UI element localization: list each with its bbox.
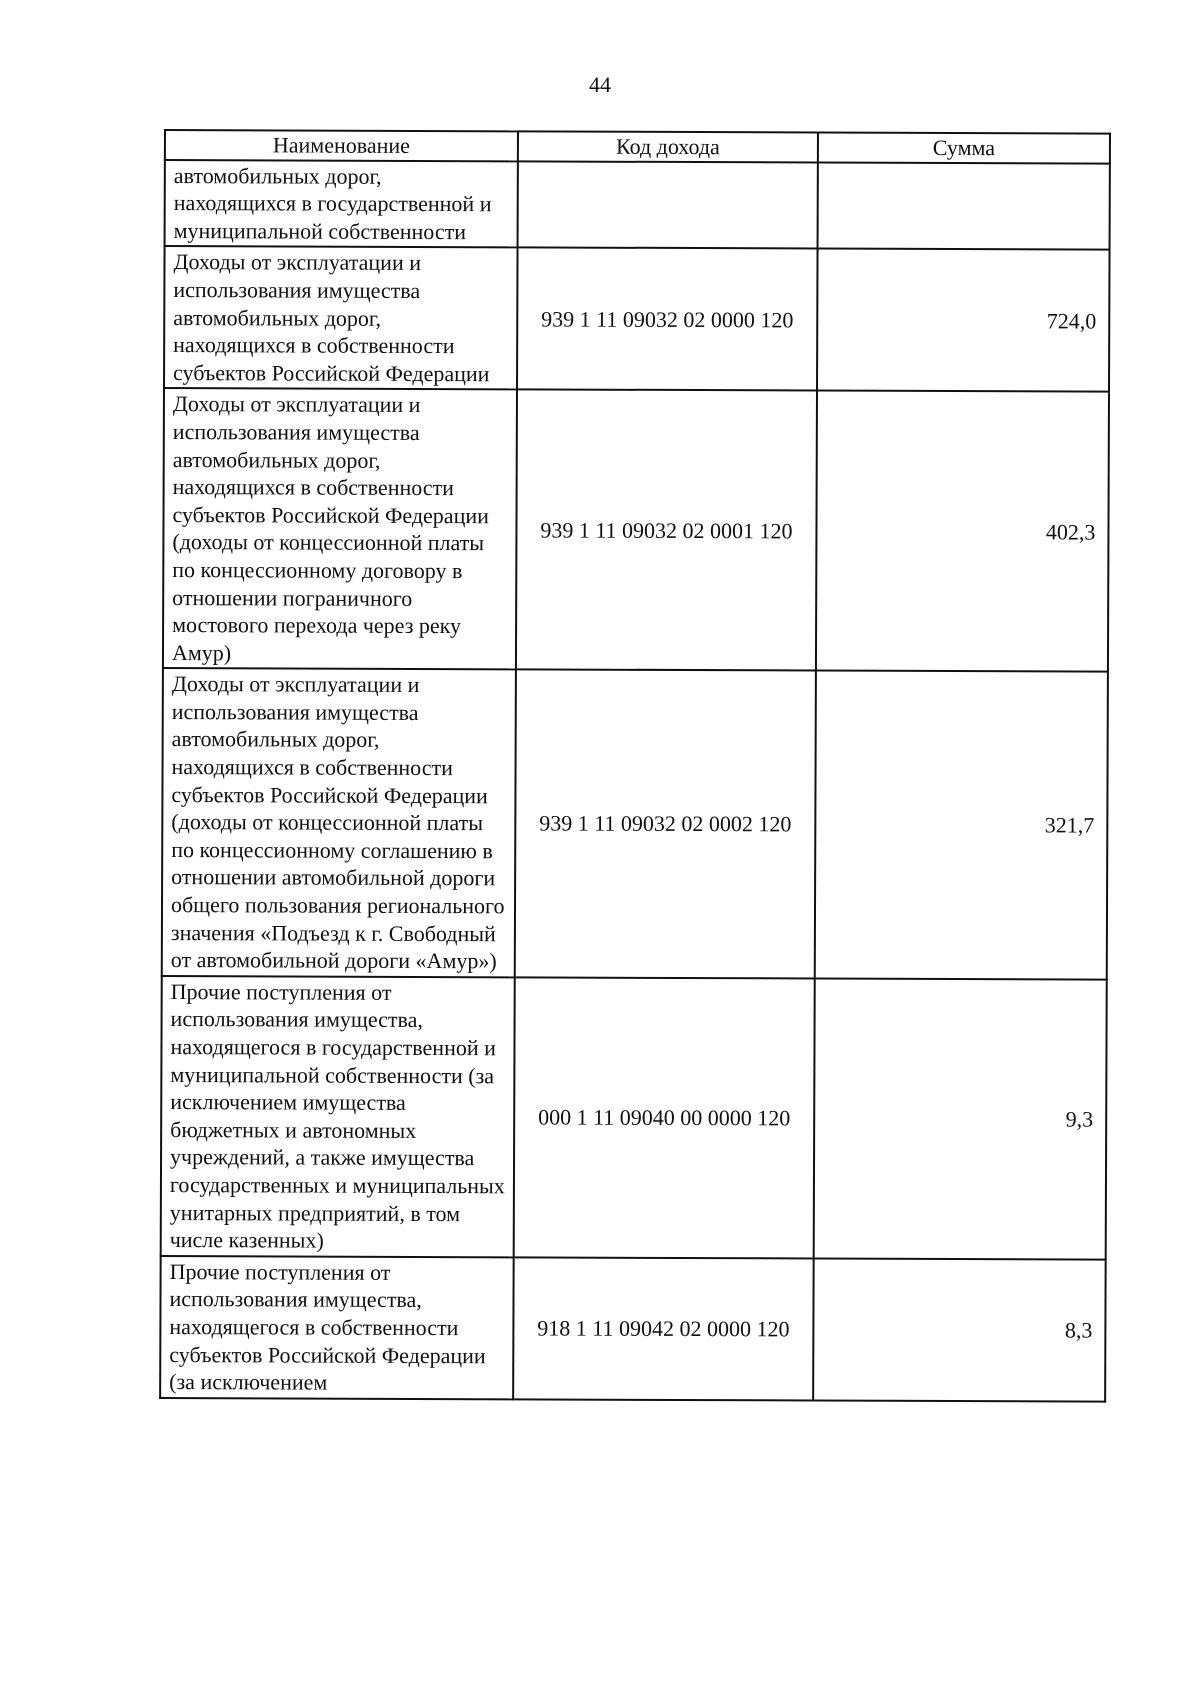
row-amount: 321,7: [815, 671, 1108, 980]
table-header-row: [165, 130, 1110, 163]
header-name: Наименование: [165, 130, 518, 161]
revenue-table: [159, 129, 1111, 1402]
page-number: 44: [589, 72, 611, 97]
row-name: Доходы от эксплуатации и использования имущества автомобильных дорог, находящихся в собственности субъектов Российской Федерации (доходы от концессионной платы по концессионному договору в отношении пограничного мостового перехода через реку Амур): [163, 388, 517, 669]
table-row: [165, 160, 1110, 250]
row-code: 939 1 11 09032 02 0000 120: [517, 248, 818, 391]
row-name: Доходы от эксплуатации и использования имущества автомобильных дорог, находящихся в собственности субъектов Российской Федерации (доходы от концессионной платы по концессионному соглашению в отношении автомобильной дороги общего пользования регионального значения «Подъезд к г. Свободный от автомобильной дороги «Амур»): [162, 668, 516, 977]
row-code: 000 1 11 09040 00 0000 120: [514, 977, 815, 1258]
row-amount: 724,0: [817, 249, 1110, 392]
table-row: [161, 976, 1107, 1260]
row-name: автомобильных дорог, находящихся в государственной и муниципальной собственности: [165, 160, 518, 248]
row-code: 939 1 11 09032 02 0001 120: [516, 390, 817, 671]
row-amount: 9,3: [814, 978, 1107, 1259]
row-amount: 402,3: [816, 391, 1109, 672]
row-code: [518, 161, 818, 249]
header-code: Код дохода: [518, 131, 818, 162]
table-row: [164, 246, 1110, 392]
table-row: [160, 1256, 1106, 1402]
row-amount: [818, 162, 1110, 250]
row-name: Доходы от эксплуатации и использования имущества автомобильных дорог, находящихся в собственности субъектов Российской Федерации: [164, 246, 518, 389]
row-name: Прочие поступления от использования имущества, находящегося в государственной и муниципальной собственности (за исключением имущества бюджетных и автономных учреждений, а также имущества государственных и муниципальных унитарных предприятий, в том числе казенных): [161, 976, 515, 1257]
header-amount: Сумма: [818, 133, 1110, 164]
row-name: Прочие поступления от использования имущества, находящегося в собственности субъектов Российской Федерации (за исключением: [160, 1256, 514, 1399]
row-code: 918 1 11 09042 02 0000 120: [513, 1257, 814, 1400]
row-code: 939 1 11 09032 02 0002 120: [515, 670, 816, 979]
row-amount: 8,3: [813, 1258, 1106, 1401]
table-row: [163, 388, 1109, 672]
table-row: [162, 668, 1108, 979]
